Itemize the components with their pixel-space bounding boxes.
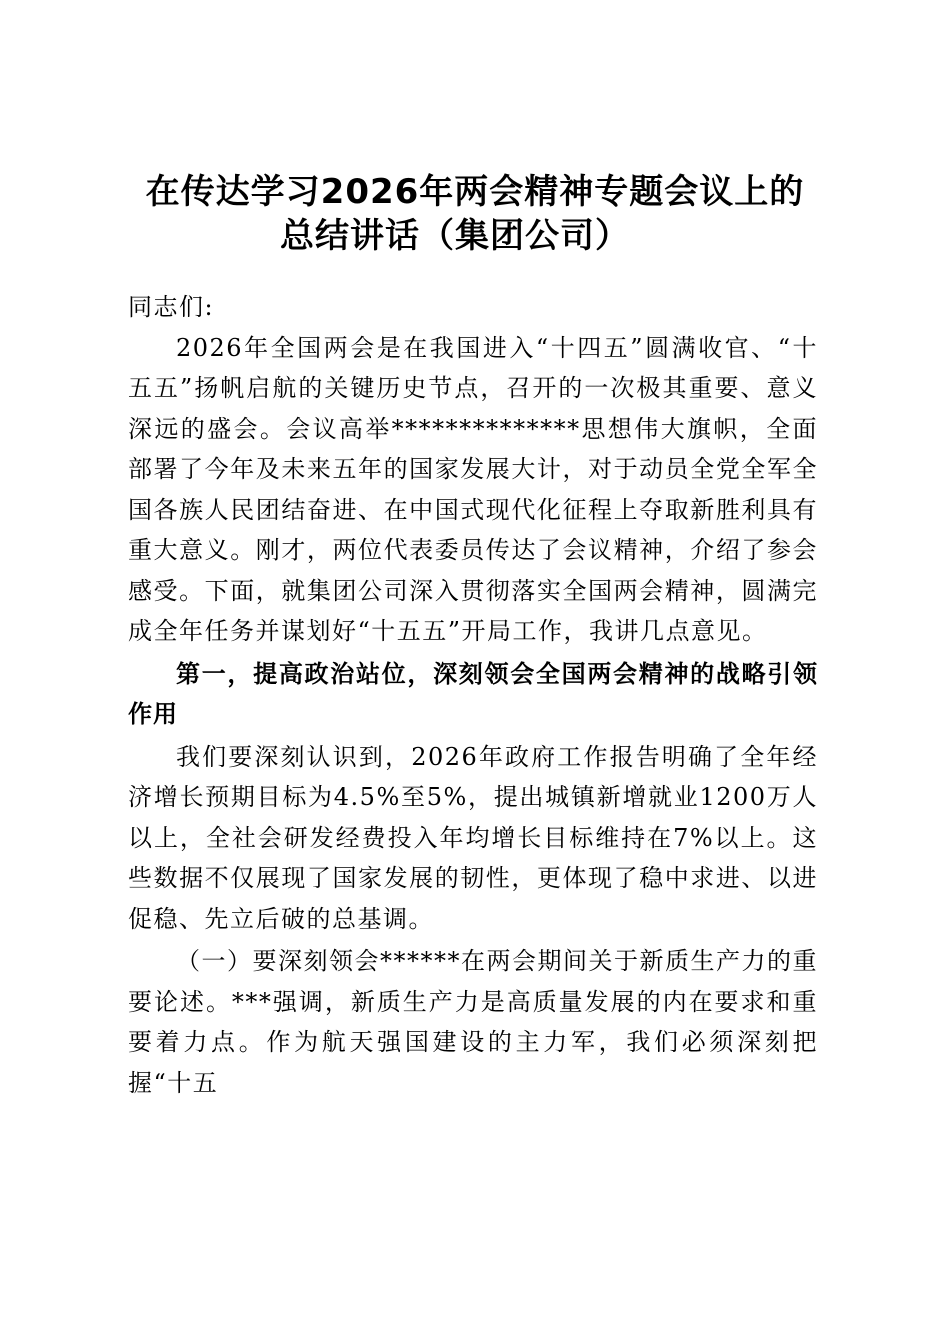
subsection-1-paragraph: （一）要深刻领会******在两会期间关于新质生产力的重要论述。***强调，新质生产力是高质量发展的内在要求和重要着力点。作为航天强国建设的主力军，我们必须深刻把握“十五	[128, 947, 818, 1097]
salutation: 同志们:	[128, 293, 215, 321]
document-body	[128, 287, 818, 1103]
section-heading-1: 第一，提高政治站位，深刻领会全国两会精神的战略引领作用	[128, 659, 818, 728]
section-1-paragraph: 我们要深刻认识到，2026年政府工作报告明确了全年经济增长预期目标为4.5%至5%，提出城镇新增就业1200万人以上，全社会研发经费投入年均增长目标维持在7%以上。这些数据不仅展现了国家发展的韧性，更体现了稳中求进、以进促稳、先立后破的总基调。	[128, 742, 818, 933]
title-line-2: 总结讲话（集团公司）	[280, 216, 630, 256]
document-title	[0, 170, 950, 258]
intro-paragraph: 2026年全国两会是在我国进入“十四五”圆满收官、“十五五”扬帆启航的关键历史节点，召开的一次极其重要、意义深远的盛会。会议高举**************思想伟大旗帜，全面部署了今年及未来五年的国家发展大计，对于动员全党全军全国各族人民团结奋进、在中国式现代化征程上夺取新胜利具有重大意义。刚才，两位代表委员传达了会议精神，介绍了参会感受。下面，就集团公司深入贯彻落实全国两会精神，圆满完成全年任务并谋划好“十五五”开局工作，我讲几点意见。	[128, 333, 818, 645]
title-line-1: 在传达学习2026年两会精神专题会议上的	[145, 172, 805, 212]
